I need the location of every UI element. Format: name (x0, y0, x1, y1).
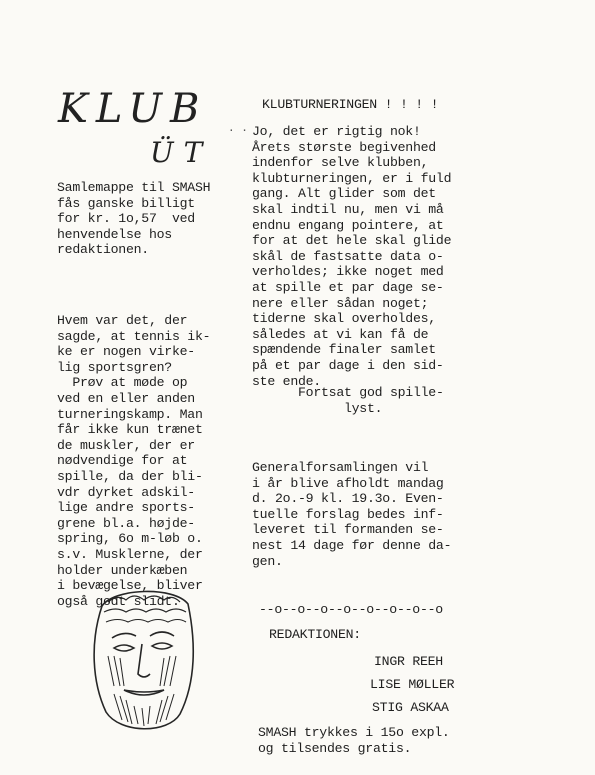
article-signoff: Fortsat god spille- lyst. (298, 385, 444, 416)
editor-name: INGR REEH (374, 654, 443, 669)
samlemappe-notice: Samlemappe til SMASH fås ganske billigt for kr. 1o,57 ved henvendelse hos redaktionen. (57, 180, 211, 258)
stray-dot: · · (228, 124, 248, 137)
face-drawing (84, 582, 204, 742)
section-divider: --o--o--o--o--o--o--o--o (259, 602, 443, 617)
tennis-article: Hvem var det, der sagde, at tennis ik- ke er nogen virke- lig sportsgren? Prøv at møde op ved en eller anden turneringskamp. Man får ikke kun trænet de muskler, der er nødvendige for at spille, da der bli- vdr dyrket adskil- lige andre sports- grene bl.a. højde- spring, 6o m-løb o. s.v. Musklerne, der holder underkæben i bevægelse, bliver også godt slidt. (57, 313, 211, 609)
print-info: SMASH trykkes i 15o expl. og tilsendes gratis. (258, 725, 450, 756)
headline-klub: KLUB (58, 86, 208, 132)
redaktionen-label: REDAKTIONEN: (269, 627, 361, 642)
editor-name: STIG ASKAA (372, 700, 449, 715)
editor-name: LISE MØLLER (370, 677, 455, 692)
klubturnering-heading: KLUBTURNERINGEN ! ! ! ! (262, 97, 439, 112)
headline-ut: ÜT (150, 136, 213, 169)
klubturnering-article: Jo, det er rigtig nok! Årets største begivenhed indenfor selve klubben, klubturneringen, er i fuld gang. Alt glider som det skal indtil nu, men vi må endnu engang pointere, at for at det hele skal glide skål de fastsatte data o- verholdes; ikke noget med at spille et par dage se- nere eller sådan noget; tiderne skal overholdes, således at vi kan få de spændende finaler samlet på et par dage i den sid- ste ende. (252, 124, 452, 389)
generalforsamling-notice: Generalforsamlingen vil i år blive afholdt mandag d. 2o.-9 kl. 19.3o. Even- tuelle forslag bedes inf- leveret til formanden se- nest 14 dage før denne da- gen. (252, 460, 452, 569)
